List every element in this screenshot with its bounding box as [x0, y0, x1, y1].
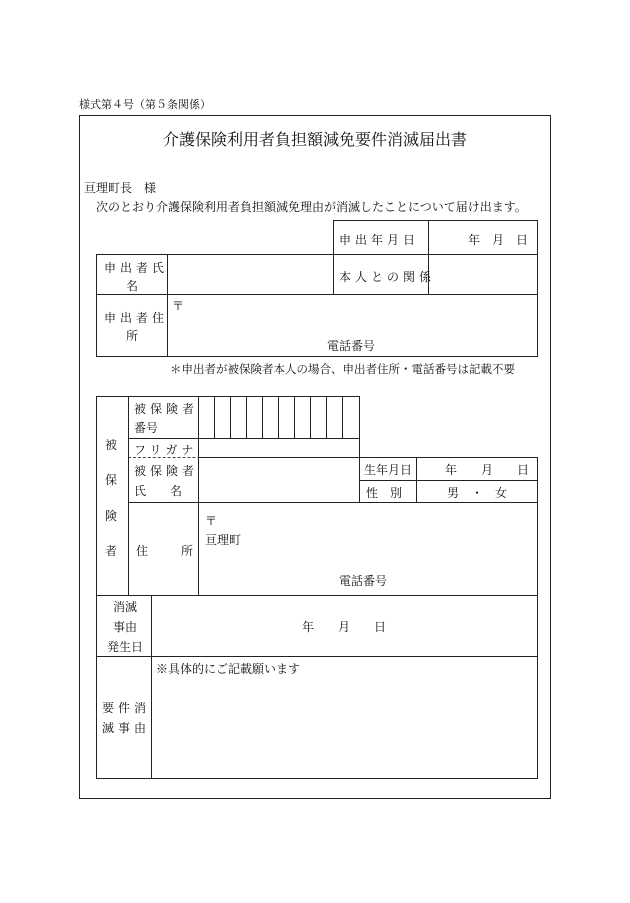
gender-value[interactable]: 男 ・ 女: [447, 486, 508, 500]
insured-name-label-2: 氏 名: [134, 484, 183, 498]
cessation-date-label-2: 事由: [113, 620, 138, 634]
insured-number-label-2: 番号: [134, 421, 159, 435]
intro-text: 次のとおり介護保険利用者負担額減免理由が消滅したことについて届け出ます。: [96, 200, 527, 214]
insured-address-label-2: 所: [181, 544, 194, 558]
insured-name-label: 被保険者: [134, 464, 199, 478]
insured-town: 亘理町: [205, 533, 242, 547]
cessation-date-value[interactable]: 年 月 日: [302, 620, 387, 634]
insured-vertical-label-1: 被: [105, 438, 118, 452]
gender-label: 性 別: [366, 486, 403, 500]
form-number: 様式第４号（第５条関係）: [79, 98, 211, 111]
furigana-label: フリガナ: [134, 443, 198, 457]
insured-phone-label: 電話番号: [339, 574, 388, 588]
relation-label: 本人との関係: [339, 270, 436, 284]
birth-date-label: 生年月日: [364, 463, 413, 477]
applicant-phone-label: 電話番号: [327, 339, 376, 353]
applicant-name-label: 申出者氏: [104, 261, 169, 275]
applicant-note: ＊申出者が被保険者本人の場合、申出者住所・電話番号は記載不要: [170, 362, 515, 376]
cessation-reason-hint: ※具体的にご記載願います: [156, 662, 301, 676]
birth-date-value[interactable]: 年 月 日: [445, 463, 530, 477]
insured-postal-mark: 〒: [205, 514, 218, 528]
cessation-reason-label-2: 滅事由: [102, 721, 151, 735]
applicant-postal-mark: 〒: [172, 299, 185, 313]
insured-address-label: 住: [136, 544, 149, 558]
insured-vertical-label-3: 険: [105, 509, 118, 523]
applicant-name-label-2: 名: [126, 279, 139, 293]
cessation-date-label-1: 消滅: [113, 600, 138, 614]
application-date-value[interactable]: 年 月 日: [468, 233, 529, 247]
page-title: 介護保険利用者負担額減免要件消滅届出書: [162, 130, 467, 149]
insured-number-label: 被保険者: [134, 402, 199, 416]
insured-vertical-label-4: 者: [105, 544, 118, 558]
application-date-label: 申出年月日: [339, 233, 420, 247]
cessation-date-label-3: 発生日: [107, 640, 144, 654]
insured-vertical-label-2: 保: [105, 473, 118, 487]
cessation-reason-label: 要件消: [102, 701, 151, 715]
addressee: 亘理町長 様: [84, 181, 157, 195]
applicant-address-label: 申出者住: [104, 311, 169, 325]
applicant-address-label-2: 所: [126, 329, 139, 343]
